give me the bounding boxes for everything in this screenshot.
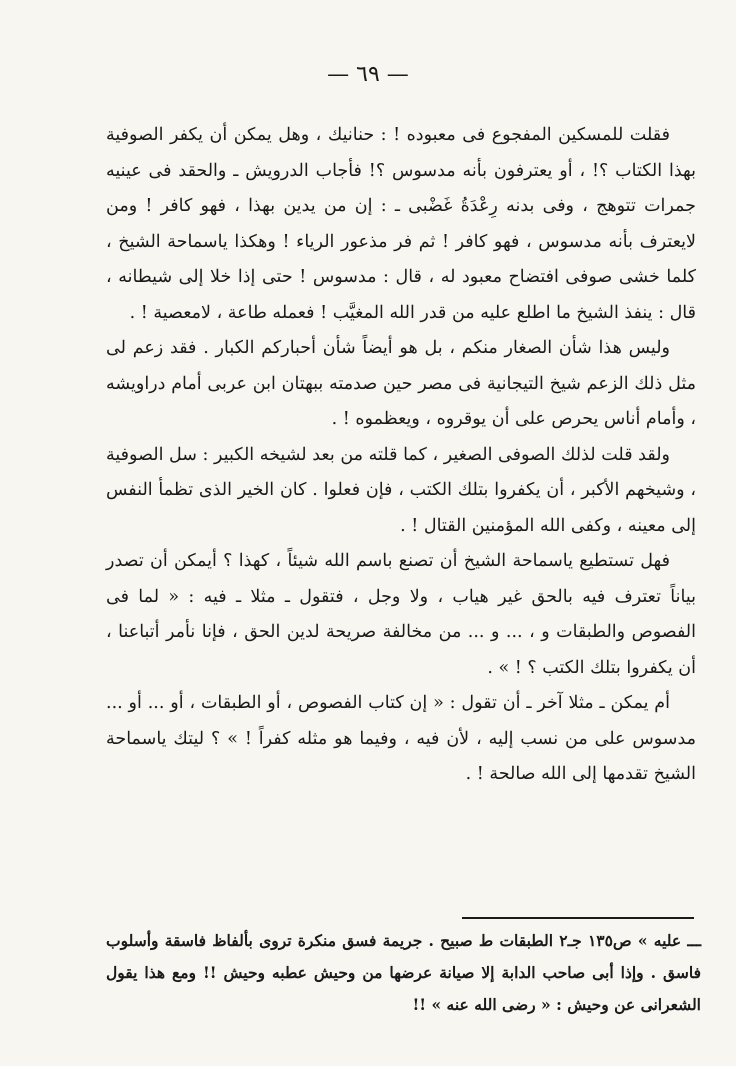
footnote-divider xyxy=(462,917,694,919)
footnote-text: ـــ عليه » ص١٣٥ جـ٢ الطبقات ط صبيح . جريمة فسق منكرة تروى بألفاظ فاسقة وأسلوب فاسق . وإذا أبى صاحب الدابة إلا صيانة عرضها من وحيش عطبه وحيش !! ومع هذا يقول الشعرانى عن وحيش : « رضى الله عنه » !! xyxy=(106,931,701,1014)
paragraph-2: وليس هذا شأن الصغار منكم ، بل هو أيضاً شأن أحباركم الكبار . فقد زعم لى مثل ذلك الزعم شيخ التيجانية فى مصر حين صدمته ببهتان ابن عربى أمام دراويشه ، وأمام أناس يحرص على أن يوقروه ، ويعظموه ! . xyxy=(106,338,696,429)
main-text xyxy=(106,118,696,793)
paragraph-3: ولقد قلت لذلك الصوفى الصغير ، كما قلته من بعد لشيخه الكبير : سل الصوفية ، وشيخهم الأكبر ، أن يكفروا بتلك الكتب ، فإن فعلوا . كان الخير الذى تظمأ النفس إلى معينه ، وكفى الله المؤمنين القتال ! . xyxy=(106,444,696,536)
paragraph-5: أم يمكن ـ مثلا آخر ـ أن تقول : « إن كتاب الفصوص ، أو الطبقات ، أو ... أو ... مدسوس على من نسب إليه ، لأن فيه ، وفيما هو مثله كفراً ! » ؟ ليتك ياسماحة الشيخ تقدمها إلى الله صالحة ! . xyxy=(106,693,696,784)
footnote-block xyxy=(106,925,701,1021)
paragraph-1: فقلت للمسكين المفجوع فى معبوده ! : حنانيك ، وهل يمكن أن يكفر الصوفية بهذا الكتاب ؟! ، أو يعترفون بأنه مدسوس ؟! فأجاب الدرويش ـ والحقد فى عينيه جمرات تتوهج ، وفى بدنه رِعْدَةُ غَضْبى ـ : إن من يدين بهذا ، فهو كافر ! ومن لايعترف بأنه مدسوس ، فهو كافر ! ثم فر مذعور الرياء ! وهكذا ياسماحة الشيخ ، كلما خشى صوفى افتضاح معبود له ، قال : مدسوس ! حتى إذا خلا إلى شيطانه ، قال : ينفذ الشيخ ما اطلع عليه من قدر الله المغيَّب ! فعمله طاعة ، لامعصية ! . xyxy=(106,125,696,323)
page-number: — ٦٩ — xyxy=(327,62,409,87)
paragraph-4: فهل تستطيع ياسماحة الشيخ أن تصنع باسم الله شيئاً ، كهذا ؟ أيمكن أن تصدر بياناً تعترف فيه بالحق غير هياب ، ولا وجل ، فتقول ـ مثلا ـ فيه : « لما فى الفصوص والطبقات و ، ... و ... من مخالفة صريحة لدين الحق ، فإنا نأمر أتباعنا ، أن يكفروا بتلك الكتب ؟ ! » . xyxy=(106,551,696,678)
